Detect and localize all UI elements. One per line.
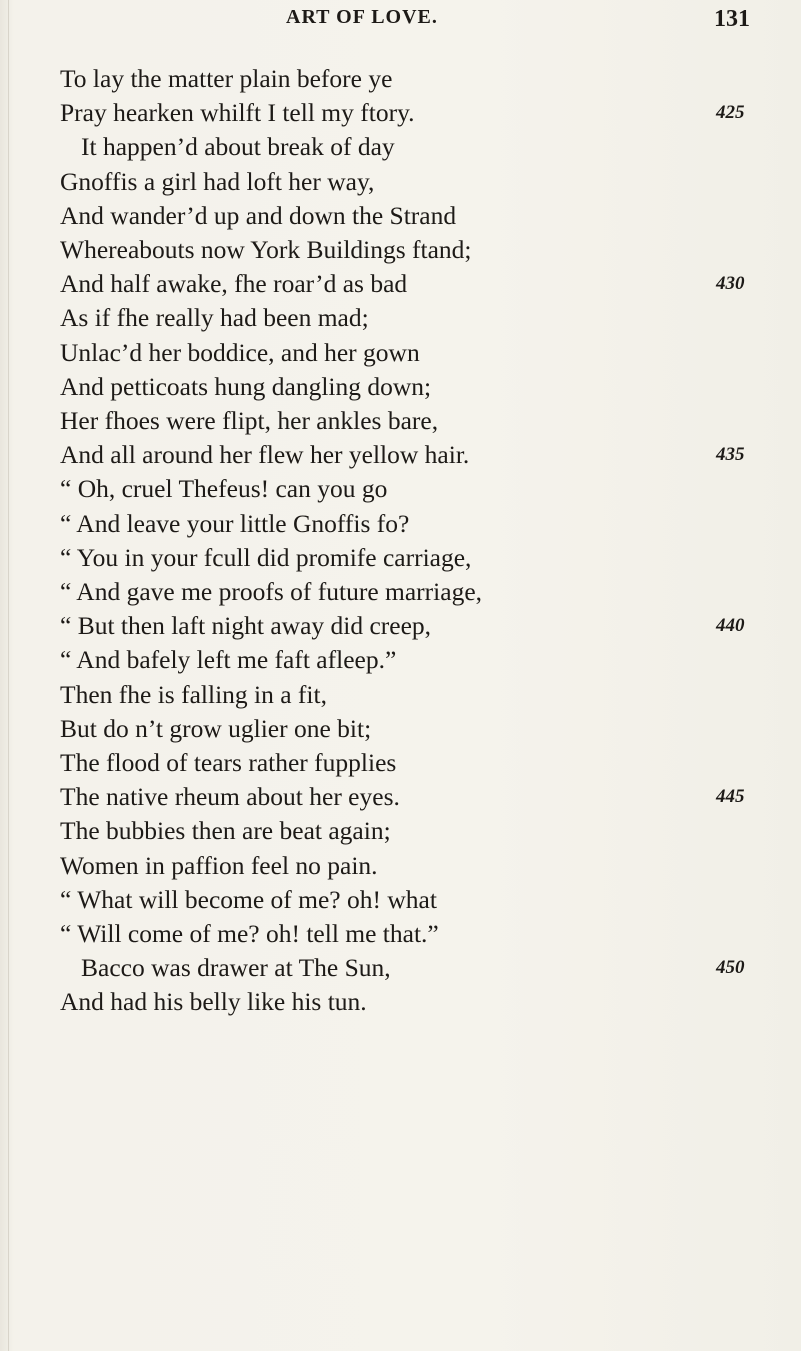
line-number: 435 — [716, 444, 745, 466]
poem-line — [0, 780, 801, 814]
page-header — [0, 2, 801, 38]
poem-line — [0, 199, 801, 233]
poem-line-text: And wander’d up and down the Strand — [60, 200, 457, 230]
poem-line-text: But do n’t grow uglier one bit; — [60, 713, 372, 743]
poem-line — [0, 746, 801, 780]
page-number: 131 — [714, 6, 750, 32]
poem-line — [0, 643, 801, 677]
poem-line — [0, 404, 801, 438]
poem-line-text: “ And bafely left me faft afleep.” — [60, 645, 397, 675]
poem-line — [0, 849, 801, 883]
poem-line — [0, 96, 801, 130]
poem-line-text: “ Oh, cruel Thefeus! can you go — [60, 474, 388, 504]
poem-line-text: The flood of tears rather fupplies — [60, 748, 397, 777]
poem-line-text: As if fhe really had been mad; — [60, 303, 369, 333]
poem-line-text: Unlac’d her boddice, and her gown — [60, 337, 420, 367]
poem-line — [0, 507, 801, 541]
poem-line — [0, 678, 801, 712]
poem-line-text: Pray hearken whilft I tell my ftory. — [60, 98, 415, 128]
poem-line — [0, 575, 801, 609]
poem-line-text: The native rheum about her eyes. — [60, 782, 400, 812]
line-number: 440 — [716, 615, 745, 637]
poem-line — [0, 883, 801, 917]
poem-line — [0, 541, 801, 575]
line-number: 430 — [716, 273, 745, 295]
poem-line — [0, 233, 801, 267]
poem-line-text: It happen’d about break of day — [81, 132, 395, 162]
poem-line-text: Bacco was drawer at The Sun, — [81, 953, 391, 983]
poem-line-text: And had his belly like his tun. — [60, 987, 367, 1017]
running-head: ART OF LOVE. — [286, 6, 438, 28]
poem-line-text: Women in paffion feel no pain. — [60, 850, 378, 880]
poem-line-text: Her fhoes were flipt, her ankles bare, — [60, 406, 439, 435]
poem-line — [0, 62, 801, 96]
poem-line — [0, 301, 801, 335]
poem-line-text: Gnoffis a girl had loft her way, — [60, 166, 375, 196]
poem-line-text: “ But then laft night away did creep, — [60, 611, 432, 641]
poem-line — [0, 336, 801, 370]
poem-line-text: Whereabouts now York Buildings ftand; — [60, 235, 472, 264]
poem-line — [0, 814, 801, 848]
poem-line-text: “ You in your fcull did promife carriage, — [60, 542, 472, 572]
poem-line — [0, 267, 801, 301]
poem-line — [0, 438, 801, 472]
poem-line-text: To lay the matter plain before ye — [60, 64, 393, 93]
poem-line-text: “ And gave me proofs of future marriage, — [60, 577, 483, 606]
poem-line — [0, 472, 801, 506]
poem-line-text: “ Will come of me? oh! tell me that.” — [60, 919, 439, 948]
poem-line — [0, 951, 801, 985]
poem-line-text: And all around her flew her yellow hair. — [60, 440, 470, 470]
poem-line — [0, 712, 801, 746]
line-number: 425 — [716, 102, 745, 124]
poem-line-text: “ What will become of me? oh! what — [60, 884, 437, 914]
line-number: 445 — [716, 786, 745, 808]
poem-line-text: “ And leave your little Gnoffis fo? — [60, 508, 410, 538]
poem-line-text: And petticoats hung dangling down; — [60, 371, 432, 401]
poem-line — [0, 130, 801, 164]
poem-line-text: And half awake, fhe roar’d as bad — [60, 269, 408, 299]
poem-line-text: Then fhe is falling in a fit, — [60, 679, 327, 709]
poem-line-text: The bubbies then are beat again; — [60, 816, 391, 846]
poem-line — [0, 370, 801, 404]
poem-line — [0, 917, 801, 951]
poem-line — [0, 985, 801, 1019]
line-number: 450 — [716, 957, 745, 979]
poem-line — [0, 609, 801, 643]
poem-line — [0, 165, 801, 199]
